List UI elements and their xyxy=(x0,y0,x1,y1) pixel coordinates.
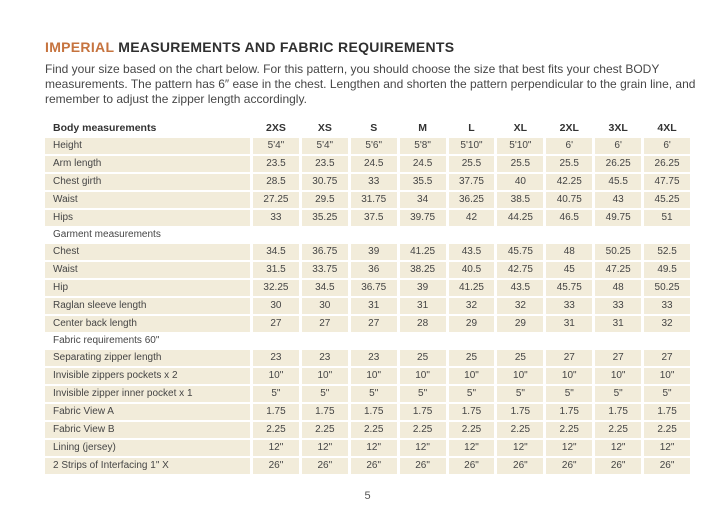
row-value: 31.5 xyxy=(253,262,299,278)
row-value: 25.5 xyxy=(449,156,495,172)
row-value: 50.25 xyxy=(644,280,690,296)
row-value: 34 xyxy=(400,192,446,208)
row-label: Fabric View B xyxy=(45,422,250,438)
size-column-header: S xyxy=(351,119,397,136)
row-label: Chest girth xyxy=(45,174,250,190)
row-value: 37.5 xyxy=(351,210,397,226)
size-column-header: 4XL xyxy=(644,119,690,136)
row-value: 6' xyxy=(595,138,641,154)
row-value: 45.5 xyxy=(595,174,641,190)
row-value: 1.75 xyxy=(253,404,299,420)
row-value: 25 xyxy=(449,350,495,366)
row-value: 52.5 xyxy=(644,244,690,260)
row-value: 6' xyxy=(644,138,690,154)
intro-paragraph: Find your size based on the chart below. For this pattern, you should choose the size that best fits your chest BODY measurements. The pattern has 6″ ease in the chest. Lengthen and shorten the pattern perpendicular to the grain line, and remember to adjust the zipper length accordingly. xyxy=(45,62,696,106)
row-value: 12" xyxy=(449,440,495,456)
row-value: 2.25 xyxy=(400,422,446,438)
size-column-header: 2XL xyxy=(546,119,592,136)
row-value: 2.25 xyxy=(253,422,299,438)
row-value: 36 xyxy=(351,262,397,278)
row-value: 27 xyxy=(253,316,299,332)
row-label: Waist xyxy=(45,192,250,208)
row-value: 39.75 xyxy=(400,210,446,226)
row-value: 32 xyxy=(644,316,690,332)
row-label: Height xyxy=(45,138,250,154)
row-value: 26.25 xyxy=(595,156,641,172)
row-label: Hip xyxy=(45,280,250,296)
row-label: Center back length xyxy=(45,316,250,332)
row-value: 33.75 xyxy=(302,262,348,278)
row-value: 46.5 xyxy=(546,210,592,226)
row-value: 33 xyxy=(546,298,592,314)
size-column-header: XS xyxy=(302,119,348,136)
row-value: 30 xyxy=(302,298,348,314)
row-value: 49.5 xyxy=(644,262,690,278)
row-value: 12" xyxy=(351,440,397,456)
row-value: 43.5 xyxy=(497,280,543,296)
row-value: 38.25 xyxy=(400,262,446,278)
row-value: 10" xyxy=(351,368,397,384)
row-value: 2.25 xyxy=(302,422,348,438)
row-value: 26.25 xyxy=(644,156,690,172)
row-value: 29.5 xyxy=(302,192,348,208)
row-value: 27 xyxy=(351,316,397,332)
row-value: 26" xyxy=(400,458,446,474)
row-label: Separating zipper length xyxy=(45,350,250,366)
row-label: Lining (jersey) xyxy=(45,440,250,456)
row-value: 25 xyxy=(400,350,446,366)
row-value: 33 xyxy=(595,298,641,314)
row-value: 27 xyxy=(546,350,592,366)
row-label: Invisible zippers pockets x 2 xyxy=(45,368,250,384)
row-value: 26" xyxy=(595,458,641,474)
row-value: 32 xyxy=(497,298,543,314)
table-header-label: Body measurements xyxy=(45,119,250,136)
row-value: 1.75 xyxy=(351,404,397,420)
row-value: 2.25 xyxy=(449,422,495,438)
row-value: 12" xyxy=(546,440,592,456)
row-value: 27 xyxy=(644,350,690,366)
row-label: Hips xyxy=(45,210,250,226)
row-value: 33 xyxy=(351,174,397,190)
row-value: 5'10" xyxy=(497,138,543,154)
row-value: 26" xyxy=(253,458,299,474)
page-title xyxy=(45,39,690,55)
row-value: 5'8" xyxy=(400,138,446,154)
row-value: 10" xyxy=(253,368,299,384)
row-label: Chest xyxy=(45,244,250,260)
row-value: 34.5 xyxy=(302,280,348,296)
row-value: 33 xyxy=(253,210,299,226)
row-value: 30 xyxy=(253,298,299,314)
row-label: Fabric View A xyxy=(45,404,250,420)
row-value: 36.75 xyxy=(351,280,397,296)
row-value: 51 xyxy=(644,210,690,226)
row-value: 31 xyxy=(351,298,397,314)
row-value: 45.75 xyxy=(546,280,592,296)
row-value: 6' xyxy=(546,138,592,154)
size-column-header: 3XL xyxy=(595,119,641,136)
row-value: 27 xyxy=(595,350,641,366)
row-value: 5" xyxy=(449,386,495,402)
row-value: 39 xyxy=(351,244,397,260)
row-value: 26" xyxy=(351,458,397,474)
row-value: 45.25 xyxy=(644,192,690,208)
page-number: 5 xyxy=(364,490,371,503)
row-value: 40 xyxy=(497,174,543,190)
row-value: 41.25 xyxy=(449,280,495,296)
row-value: 23.5 xyxy=(302,156,348,172)
row-value: 36.75 xyxy=(302,244,348,260)
row-value: 5'4" xyxy=(253,138,299,154)
row-label: 2 Strips of Interfacing 1" X xyxy=(45,458,250,474)
row-value: 47.75 xyxy=(644,174,690,190)
row-value: 10" xyxy=(302,368,348,384)
row-value: 44.25 xyxy=(497,210,543,226)
row-value: 48 xyxy=(595,280,641,296)
section-header: Fabric requirements 60" xyxy=(45,334,690,348)
row-value: 2.25 xyxy=(644,422,690,438)
row-value: 12" xyxy=(400,440,446,456)
row-value: 1.75 xyxy=(546,404,592,420)
row-value: 50.25 xyxy=(595,244,641,260)
row-value: 38.5 xyxy=(497,192,543,208)
row-value: 34.5 xyxy=(253,244,299,260)
row-value: 31 xyxy=(400,298,446,314)
row-value: 36.25 xyxy=(449,192,495,208)
size-column-header: M xyxy=(400,119,446,136)
row-value: 35.5 xyxy=(400,174,446,190)
row-value: 10" xyxy=(497,368,543,384)
row-label: Raglan sleeve length xyxy=(45,298,250,314)
row-value: 48 xyxy=(546,244,592,260)
row-value: 1.75 xyxy=(595,404,641,420)
row-value: 26" xyxy=(644,458,690,474)
row-value: 1.75 xyxy=(644,404,690,420)
row-value: 32.25 xyxy=(253,280,299,296)
row-value: 12" xyxy=(302,440,348,456)
size-column-header: L xyxy=(449,119,495,136)
row-value: 1.75 xyxy=(400,404,446,420)
row-value: 41.25 xyxy=(400,244,446,260)
row-value: 5" xyxy=(253,386,299,402)
row-value: 1.75 xyxy=(497,404,543,420)
row-value: 25.5 xyxy=(546,156,592,172)
row-value: 45.75 xyxy=(497,244,543,260)
row-value: 28.5 xyxy=(253,174,299,190)
row-value: 32 xyxy=(449,298,495,314)
row-value: 24.5 xyxy=(351,156,397,172)
row-label: Invisible zipper inner pocket x 1 xyxy=(45,386,250,402)
row-value: 2.25 xyxy=(351,422,397,438)
row-value: 5" xyxy=(546,386,592,402)
row-label: Arm length xyxy=(45,156,250,172)
row-value: 5" xyxy=(351,386,397,402)
row-value: 23.5 xyxy=(253,156,299,172)
row-value: 42.75 xyxy=(497,262,543,278)
row-value: 25 xyxy=(497,350,543,366)
row-value: 23 xyxy=(351,350,397,366)
row-value: 42 xyxy=(449,210,495,226)
row-value: 12" xyxy=(253,440,299,456)
size-column-header: XL xyxy=(497,119,543,136)
row-value: 26" xyxy=(302,458,348,474)
row-value: 31 xyxy=(546,316,592,332)
row-value: 27 xyxy=(302,316,348,332)
row-value: 28 xyxy=(400,316,446,332)
section-header: Garment measurements xyxy=(45,228,690,242)
row-value: 5" xyxy=(302,386,348,402)
row-value: 42.25 xyxy=(546,174,592,190)
row-value: 5" xyxy=(400,386,446,402)
row-value: 26" xyxy=(546,458,592,474)
row-value: 26" xyxy=(449,458,495,474)
size-table xyxy=(45,119,690,474)
row-value: 43.5 xyxy=(449,244,495,260)
row-value: 2.25 xyxy=(595,422,641,438)
page-title-rest: MEASUREMENTS AND FABRIC REQUIREMENTS xyxy=(114,39,455,55)
page-title-highlight: IMPERIAL xyxy=(45,39,115,55)
row-value: 5" xyxy=(595,386,641,402)
row-value: 39 xyxy=(400,280,446,296)
row-value: 29 xyxy=(497,316,543,332)
row-value: 31 xyxy=(595,316,641,332)
row-value: 12" xyxy=(497,440,543,456)
row-value: 29 xyxy=(449,316,495,332)
row-value: 5'4" xyxy=(302,138,348,154)
size-column-header: 2XS xyxy=(253,119,299,136)
row-value: 5" xyxy=(497,386,543,402)
row-value: 10" xyxy=(400,368,446,384)
row-value: 43 xyxy=(595,192,641,208)
row-value: 23 xyxy=(302,350,348,366)
row-value: 5" xyxy=(644,386,690,402)
row-value: 10" xyxy=(449,368,495,384)
row-value: 33 xyxy=(644,298,690,314)
row-value: 45 xyxy=(546,262,592,278)
row-value: 12" xyxy=(595,440,641,456)
row-value: 35.25 xyxy=(302,210,348,226)
row-value: 49.75 xyxy=(595,210,641,226)
row-value: 12" xyxy=(644,440,690,456)
row-value: 26" xyxy=(497,458,543,474)
row-value: 30.75 xyxy=(302,174,348,190)
row-value: 5'10" xyxy=(449,138,495,154)
row-value: 23 xyxy=(253,350,299,366)
row-value: 1.75 xyxy=(302,404,348,420)
row-value: 2.25 xyxy=(546,422,592,438)
row-value: 5'6" xyxy=(351,138,397,154)
row-value: 25.5 xyxy=(497,156,543,172)
row-value: 47.25 xyxy=(595,262,641,278)
row-value: 2.25 xyxy=(497,422,543,438)
row-value: 27.25 xyxy=(253,192,299,208)
row-label: Waist xyxy=(45,262,250,278)
row-value: 40.75 xyxy=(546,192,592,208)
row-value: 24.5 xyxy=(400,156,446,172)
row-value: 31.75 xyxy=(351,192,397,208)
row-value: 40.5 xyxy=(449,262,495,278)
row-value: 1.75 xyxy=(449,404,495,420)
row-value: 37.75 xyxy=(449,174,495,190)
row-value: 10" xyxy=(644,368,690,384)
row-value: 10" xyxy=(595,368,641,384)
row-value: 10" xyxy=(546,368,592,384)
